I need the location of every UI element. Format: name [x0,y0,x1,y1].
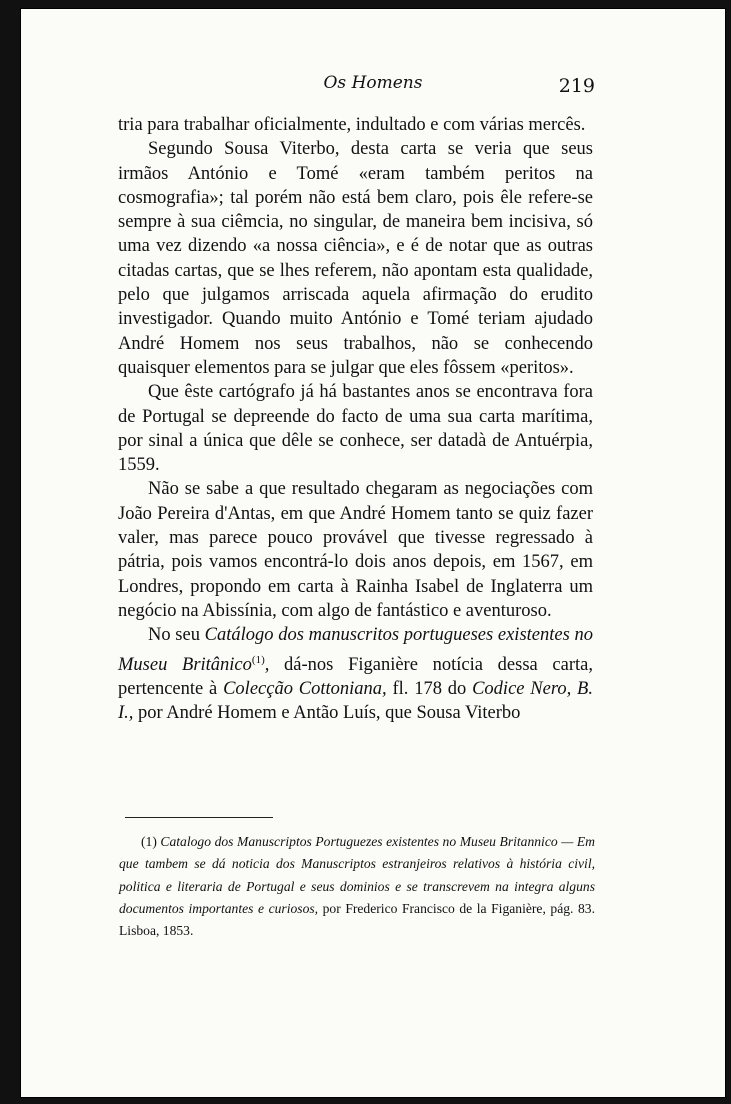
italic-text: Catálogo dos manuscritos portugueses existentes no Museu Britânico [118,625,593,675]
paragraph [118,137,593,380]
footnote-marker: (1) [251,653,265,666]
text-run: No seu [148,625,205,646]
text-run: Que êste cartógrafo já há bastantes anos se encontrava fora de Portugal se depreende do facto de uma sua carta marítima, por sinal a única que dêle se conhece, ser datadà de Antuérpia, 1559. [118,382,593,476]
italic-text: Catalogo dos Manuscriptos Portuguezes existentes no Museu Britannico — Em que tambem se dá noticia dos Manuscriptos estranjeiros relativos à história civil, politica e literaria de Portugal e seus dominios e se transcrevem na integra alguns documentos importantes e curiosos, [119,834,596,916]
text-run: (1) [141,834,161,849]
italic-text: Colecção Cottoniana, [223,678,387,699]
text-run: tria para trabalhar oficialmente, indultado e com várias mercês. [118,115,586,135]
book-page [20,8,726,1098]
paragraph [118,113,593,137]
footnote [119,831,595,942]
paragraph [118,380,593,477]
text-run: fl. 178 do [386,678,473,699]
footnote-paragraph [119,831,595,942]
paragraph [118,477,593,623]
italic-text: Codice Nero, B. I., [118,678,593,724]
text-run: por André Homem e Antão Luís, que Sousa Viterbo [133,703,521,724]
footnote-separator [125,817,273,818]
running-title: Os Homens [323,73,423,93]
running-header [21,71,725,101]
page-number: 219 [558,75,595,97]
paragraph [118,623,593,725]
text-run: , dá-nos Figanière notícia dessa carta, pertencente à [118,654,593,699]
main-text [118,113,593,726]
text-run: Não se sabe a que resultado chegaram as negociações com João Pereira d'Antas, em que André Homem tanto se quiz fazer valer, mas parece pouco provável que tivesse regressado à pátria, pois vamos encontrá-lo dois anos depois, em 1567, em Londres, propondo em carta à Rainha Isabel de Inglaterra um negócio na Abissínia, com algo de fantástico e aventuroso. [118,479,593,621]
text-run: por Frederico Francisco de la Figanière, pág. 83. Lisboa, 1853. [119,900,595,939]
text-run: Segundo Sousa Viterbo, desta carta se veria que seus irmãos António e Tomé «eram também peritos na cosmografia»; tal porém não está bem claro, pois êle refere-se sempre à sua ciêmcia, no singular, de maneira bem incisiva, só uma vez dizendo «a nossa ciência», e é de notar que as outras citadas cartas, que se lhes referem, não apontam esta qualidade, pelo que julgamos arriscada aquela afirmação do erudito investigador. Quando muito António e Tomé teriam ajudado André Homem nos seus trabalhos, não se conhecendo quaisquer elementos para se julgar que eles fôssem «peritos». [118,139,593,378]
